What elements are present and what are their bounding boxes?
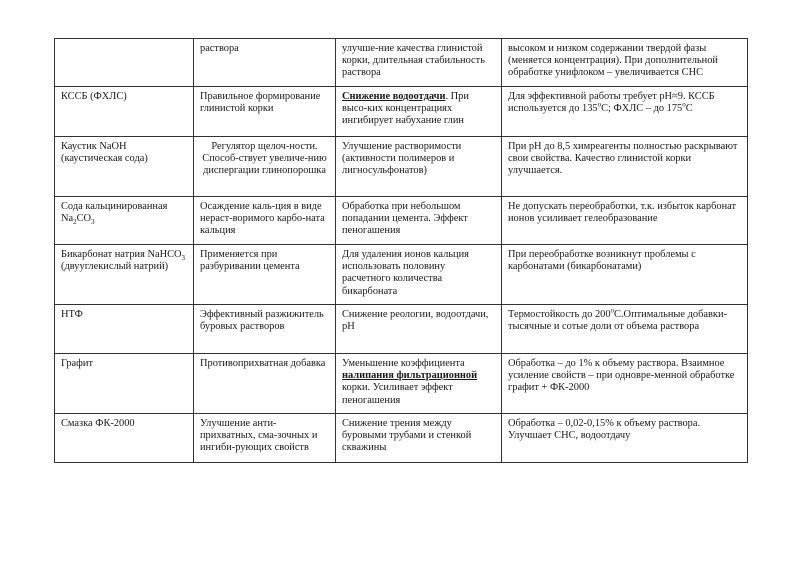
notes-text: Для эффективной работы требует рН <box>508 91 673 102</box>
subscript: 3 <box>91 218 95 227</box>
effect-text: корки. Усиливает эффект пеногашения <box>342 382 453 406</box>
notes-cell <box>502 87 748 137</box>
notes-text: С <box>685 103 693 115</box>
highlighted-phrase: налипания фильтрационной <box>342 370 478 382</box>
notes-cell: Обработка – 0,02-0,15% к объему раствора. Улучшает СНС, водоотдачу <box>502 414 748 463</box>
effect-cell: Снижение реологии, водоотдачи, рН <box>336 305 502 354</box>
approx-symbol: ≈ <box>672 91 678 102</box>
table-row <box>55 305 748 354</box>
reagent-name-cell: НТФ <box>55 305 194 354</box>
reagent-name-cell <box>55 245 194 305</box>
purpose-cell: Улучшение анти-прихватных, сма-зочных и ингиби-рующих свойств <box>194 414 336 463</box>
effect-cell: Обработка при небольшом попадании цемента. Эффект пеногашения <box>336 197 502 245</box>
degree-symbol: o <box>682 100 686 109</box>
notes-text: Термостойкость до 200 <box>508 309 611 320</box>
purpose-cell: Осаждение каль-ция в виде нераст-воримого карбо-ната кальция <box>194 197 336 245</box>
highlighted-phrase: Снижение водоотдачи <box>342 91 446 102</box>
effect-text: . При высо-ких концентрациях ингибирует набухание глин <box>342 91 469 127</box>
reagent-name-cell: Смазка ФК-2000 <box>55 414 194 463</box>
purpose-cell: раствора <box>194 39 336 87</box>
notes-text: С; ФХЛС – до 175 <box>601 103 683 115</box>
subscript: 3 <box>181 254 186 263</box>
notes-text: 9. КССБ используется до 135 <box>508 91 715 115</box>
reagent-name-cell <box>55 39 194 87</box>
reagent-name-cell <box>55 197 194 245</box>
table-row <box>55 245 748 305</box>
reagent-name-text: Бикарбонат натрия NaHCO <box>61 249 182 260</box>
reagents-table <box>54 38 748 463</box>
reagent-name-cell: Каустик NaOH (каустическая сода) <box>55 137 194 197</box>
degree-symbol: o <box>610 306 615 315</box>
notes-cell: высоком и низком содержании твердой фазы (меняется концентрация). При дополнительной обработке унифлоком – увеличивается СНС <box>502 39 748 87</box>
table-row <box>55 197 748 245</box>
effect-cell <box>336 354 502 414</box>
table-row <box>55 39 748 87</box>
effect-cell: улучше-ние качества глинистой корки, длительная стабильность раствора <box>336 39 502 87</box>
reagent-name-text: (двууглекислый натрий) <box>61 261 169 273</box>
purpose-cell: Противоприхватная добавка <box>194 354 336 414</box>
subscript: 2 <box>73 218 77 227</box>
notes-cell <box>502 305 748 354</box>
reagent-name-text: CO <box>76 213 92 225</box>
table-row <box>55 87 748 137</box>
purpose-cell: Применяется при разбуривании цемента <box>194 245 336 305</box>
reagent-name-text: Сода кальцинированная Na <box>61 201 168 225</box>
notes-cell: При рН до 8,5 химреагенты полностью раскрывают свои свойства. Качество глинистой корки улучшается. <box>502 137 748 197</box>
effect-cell <box>336 87 502 137</box>
purpose-cell: Правильное формирование глинистой корки <box>194 87 336 137</box>
effect-cell: Улучшение растворимости (активности полимеров и лигносульфонатов) <box>336 137 502 197</box>
effect-text: Уменьшение коэффициента <box>342 358 465 369</box>
purpose-cell: Эффективный разжижитель буровых растворов <box>194 305 336 354</box>
reagent-name-cell: Графит <box>55 354 194 414</box>
effect-cell: Для удаления ионов кальция использовать половину расчетного количества бикарбоната <box>336 245 502 305</box>
table-row <box>55 137 748 197</box>
notes-cell: При переобработке возникнут проблемы с карбонатами (бикарбонатами) <box>502 245 748 305</box>
table-row <box>55 354 748 414</box>
effect-cell: Снижение трения между буровыми трубами и стенкой скважины <box>336 414 502 463</box>
notes-text: С.Оптимальные добавки- тысячные и сотые доли от объема раствора <box>508 309 727 333</box>
degree-symbol: o <box>597 100 602 109</box>
reagent-name-cell: КССБ (ФХЛС) <box>55 87 194 137</box>
notes-cell: Обработка – до 1% к объему раствора. Взаимное усиление свойств – при одновре-менной обработке графит + ФК-2000 <box>502 354 748 414</box>
table-row <box>55 414 748 463</box>
notes-cell: Не допускать переобработки, т.к. избыток карбонат ионов усиливает гелеобразование <box>502 197 748 245</box>
purpose-cell: Регулятор щелоч-ности. Способ-ствует увеличе-нию диспергации глинопорошка <box>194 137 336 197</box>
